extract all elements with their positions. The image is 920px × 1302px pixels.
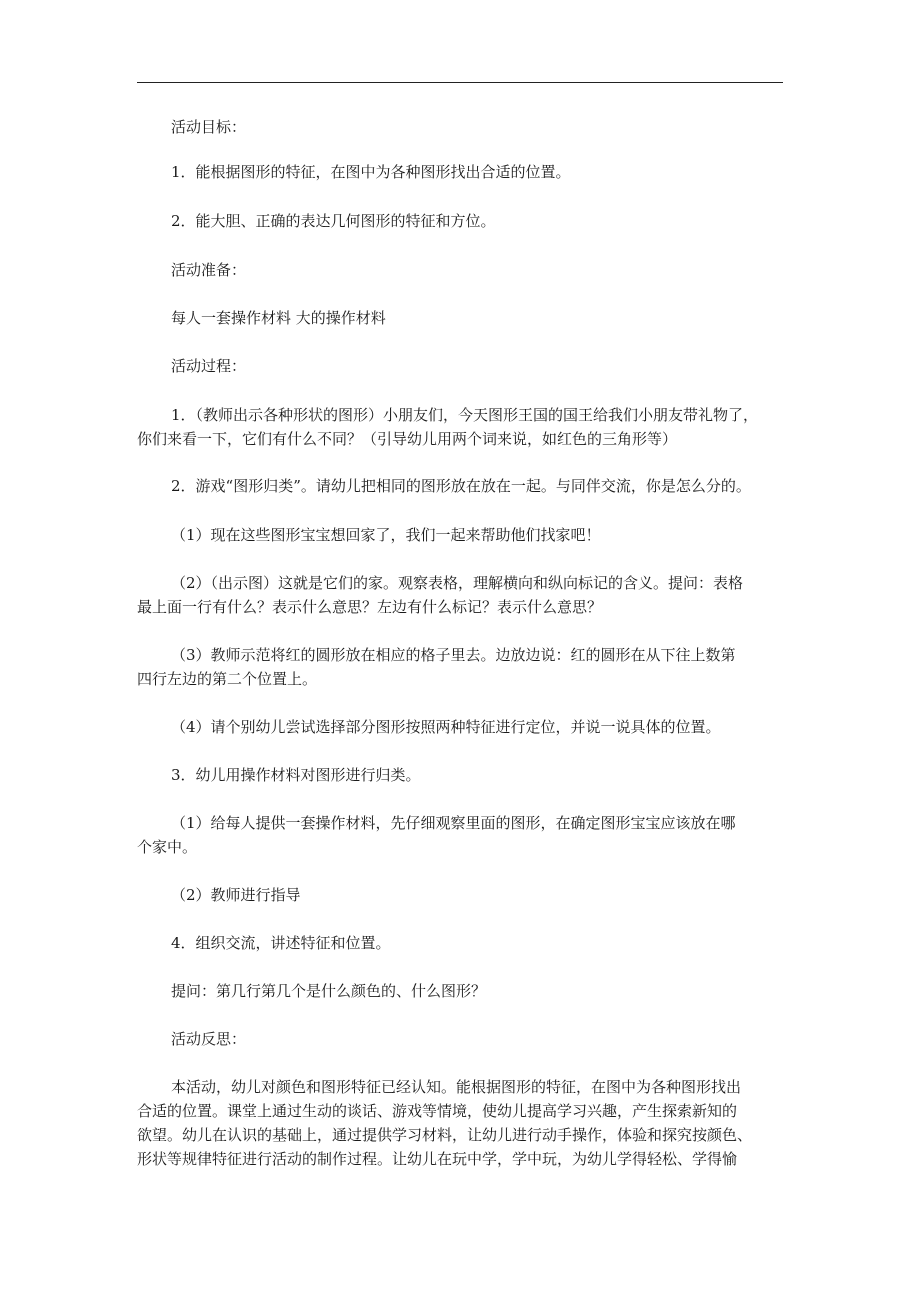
process-step-3-sub-1-line-1: （1）给每人提供一套操作材料，先仔细观察里面的图形，在确定图形宝宝应该放在哪 xyxy=(171,814,736,832)
heading-process: 活动过程： xyxy=(171,357,247,375)
goal-item-2: 2．能大胆、正确的表达几何图形的特征和方位。 xyxy=(171,212,496,230)
process-step-3: 3．幼儿用操作材料对图形进行归类。 xyxy=(171,766,421,784)
reflection-line-2: 合适的位置。课堂上通过生动的谈话、游戏等情境，使幼儿提高学习兴趣，产生探索新知的 xyxy=(137,1102,738,1120)
process-step-2-sub-3-line-2: 四行左边的第二个位置上。 xyxy=(137,670,318,688)
process-step-2-sub-2-line-2: 最上面一行有什么？表示什么意思？左边有什么标记？表示什么意思？ xyxy=(137,598,603,616)
reflection-line-4: 形状等规律特征进行活动的制作过程。让幼儿在玩中学，学中玩，为幼儿学得轻松、学得愉 xyxy=(137,1150,738,1168)
process-step-2-sub-1: （1）现在这些图形宝宝想回家了，我们一起来帮助他们找家吧！ xyxy=(171,526,601,544)
goal-item-1: 1．能根据图形的特征，在图中为各种图形找出合适的位置。 xyxy=(171,163,571,181)
process-step-2-sub-4: （4）请个别幼儿尝试选择部分图形按照两种特征进行定位，并说一说具体的位置。 xyxy=(171,718,721,736)
process-step-2-sub-3-line-1: （3）教师示范将红的圆形放在相应的格子里去。边放边说：红的圆形在从下往上数第 xyxy=(171,646,736,664)
process-step-1-line-2: 你们来看一下，它们有什么不同？（引导幼儿用两个词来说，如红色的三角形等） xyxy=(137,430,678,448)
process-step-2-sub-2-line-1: （2）（出示图）这就是它们的家。观察表格，理解横向和纵向标记的含义。提问：表格 xyxy=(171,574,744,592)
heading-reflection: 活动反思： xyxy=(171,1030,247,1048)
process-step-4: 4．组织交流，讲述特征和位置。 xyxy=(171,934,391,952)
preparation-text: 每人一套操作材料 大的操作材料 xyxy=(171,309,386,327)
process-step-2: 2．游戏“图形归类”。请幼儿把相同的图形放在放在一起。与同伴交流，你是怎么分的。 xyxy=(171,477,751,495)
heading-preparation: 活动准备： xyxy=(171,261,247,279)
process-step-3-sub-2: （2）教师进行指导 xyxy=(171,886,301,904)
heading-goals: 活动目标： xyxy=(171,118,247,136)
process-question: 提问：第几行第几个是什么颜色的、什么图形？ xyxy=(171,982,487,1000)
process-step-1-line-1: 1．（教师出示各种形状的图形）小朋友们，今天图形王国的国王给我们小朋友带礼物了， xyxy=(171,406,759,424)
header-rule xyxy=(137,82,783,83)
reflection-line-3: 欲望。幼儿在认识的基础上，通过提供学习材料，让幼儿进行动手操作，体验和探究按颜色、 xyxy=(137,1126,753,1144)
reflection-line-1: 本活动，幼儿对颜色和图形特征已经认知。能根据图形的特征，在图中为各种图形找出 xyxy=(171,1078,742,1096)
process-step-3-sub-1-line-2: 个家中。 xyxy=(137,838,198,856)
